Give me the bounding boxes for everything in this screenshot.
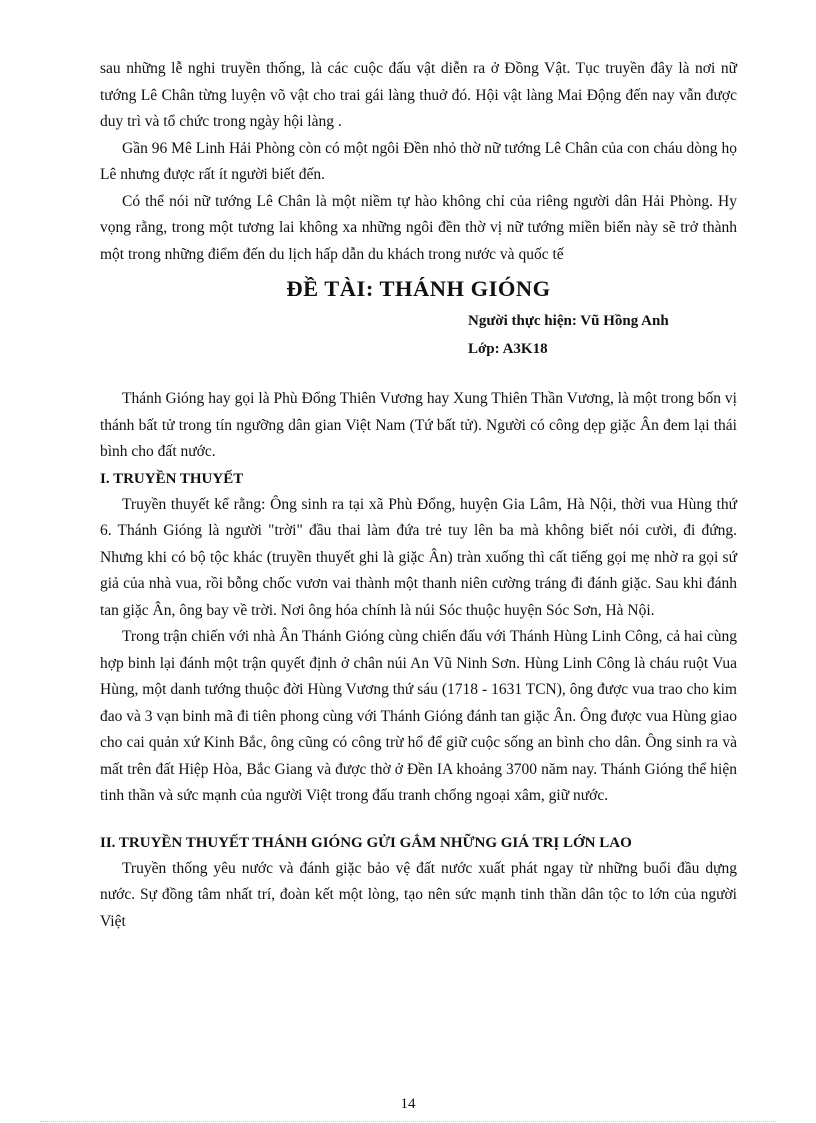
section-2-paragraph-1: Truyền thống yêu nước và đánh giặc bảo vệ đất nước xuất phát ngay từ những buổi đầu dựng nước. Sự đồng tâm nhất trí, đoàn kết một lòng, tạo nên sức mạnh tinh thần dân tộc to lớn của người Việt bbox=[100, 859, 737, 930]
author-class: Lớp: A3K18 bbox=[468, 341, 548, 357]
author-name: Người thực hiện: Vũ Hồng Anh bbox=[468, 313, 669, 329]
footer-divider bbox=[40, 1121, 776, 1122]
intro-paragraph-2: Gần 96 Mê Linh Hải Phòng còn có một ngôi Đền nhỏ thờ nữ tướng Lê Chân của con cháu dòng họ Lê nhưng được rất ít người biết đến. bbox=[100, 139, 737, 183]
document-title: ĐỀ TÀI: THÁNH GIÓNG bbox=[286, 276, 551, 301]
section-1-paragraph-1: Truyền thuyết kể rằng: Ông sinh ra tại xã Phù Đổng, huyện Gia Lâm, Hà Nội, thời vua Hùng thứ 6. Thánh Gióng là người "trời" đầu thai làm đứa trẻ tuy lên ba mà không biết nói cười, đi đứng. Nhưng khi có bộ tộc khác (truyền thuyết ghi là giặc Ân) tràn xuống thì cất tiếng gọi mẹ nhờ ra gọi sứ giả của nhà vua, rồi bỗng chốc vươn vai thành một thanh niên cường tráng đi đánh giặc. Sau khi đánh tan giặc Ân, ông bay về trời. Nơi ông hóa chính là núi Sóc thuộc huyện Sóc Sơn, Hà Nội. bbox=[100, 495, 737, 619]
intro-paragraph-3: Có thể nói nữ tướng Lê Chân là một niềm tự hào không chỉ của riêng người dân Hải Phòng. Hy vọng rằng, trong một tương lai không xa những ngôi đền thờ vị nữ tướng miền biển này sẽ trở thành một trong những điểm đến du lịch hấp dẫn du khách trong nước và quốc tế bbox=[100, 192, 737, 263]
intro-paragraph-1: sau những lễ nghi truyền thống, là các cuộc đấu vật diễn ra ở Đồng Vật. Tục truyền đây là nơi nữ tướng Lê Chân từng luyện võ vật cho trai gái làng thuở đó. Hội vật làng Mai Động đến nay vẫn được duy trì và tổ chức trong ngày hội làng . bbox=[100, 60, 737, 130]
section-2-heading: II. TRUYỀN THUYẾT THÁNH GIÓNG GỬI GẮM NHỮNG GIÁ TRỊ LỚN LAO bbox=[100, 834, 632, 851]
page-number: 14 bbox=[400, 1096, 416, 1112]
section-1-heading: I. TRUYỀN THUYẾT bbox=[100, 470, 244, 487]
section-1-paragraph-2: Trong trận chiến với nhà Ân Thánh Gióng cùng chiến đấu với Thánh Hùng Linh Công, cả hai cùng hợp binh lại đánh một trận quyết định ở chân núi An Vũ Ninh Sơn. Hùng Linh Công là cháu ruột Vua Hùng, một danh tướng thuộc đời Hùng Vương thứ sáu (1718 - 1631 TCN), ông được vua trao cho kim đao và 3 vạn binh mã đi tiên phong cùng với Thánh Gióng đánh tan giặc Ân. Ông được vua Hùng giao cho cai quản xứ Kinh Bắc, ông cũng có công trừ hổ để giữ cuộc sống an bình cho dân. Ông sinh ra và mất trên đất Hiệp Hòa, Bắc Giang và được thờ ở Đền IA khoảng 3700 năm nay. Thánh Gióng thể hiện tinh thần và sức mạnh của người Việt trong đấu tranh chống ngoại xâm, giữ nước. bbox=[100, 628, 737, 804]
text-flow bbox=[100, 56, 737, 935]
author-block bbox=[100, 308, 737, 362]
opening-paragraph: Thánh Gióng hay gọi là Phù Đổng Thiên Vương hay Xung Thiên Thần Vương, là một trong bốn vị thánh bất tử trong tín ngưỡng dân gian Việt Nam (Tứ bất tử). Người có công dẹp giặc Ân đem lại thái bình cho đất nước. bbox=[100, 390, 737, 460]
